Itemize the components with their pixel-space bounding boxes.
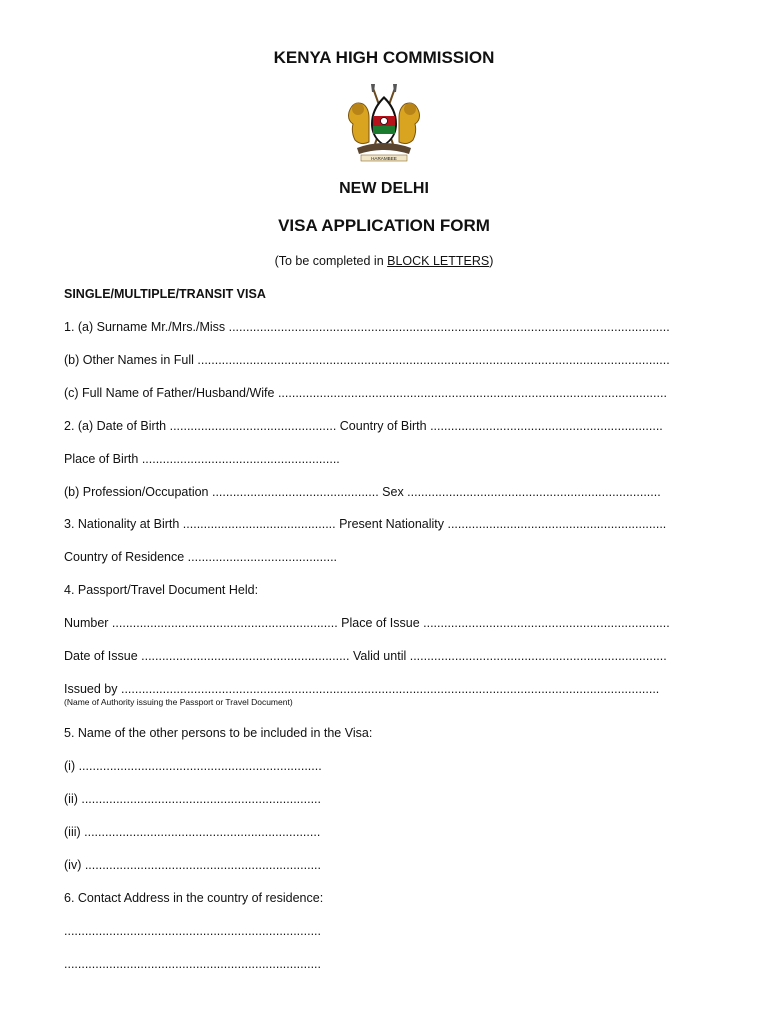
page-title: KENYA HIGH COMMISSION xyxy=(273,48,495,67)
surname-field[interactable]: 1. (a) Surname Mr./Mrs./Miss ............................................................................................................................... xyxy=(64,320,670,334)
date-of-birth-field[interactable]: 2. (a) Date of Birth ................................................ Country of Birth ................................................................... xyxy=(64,419,663,433)
person-field-4[interactable]: (iv) .................................................................... xyxy=(64,858,321,872)
instruction-prefix: (To be completed in xyxy=(274,254,388,268)
contact-address-line-1[interactable]: .......................................................................... xyxy=(64,924,321,938)
person-field-1[interactable]: (i) ...................................................................... xyxy=(64,759,322,773)
person-field-3[interactable]: (iii) .................................................................... xyxy=(64,825,321,839)
contact-address-line-2[interactable]: .......................................................................... xyxy=(64,957,321,971)
father-name-field[interactable]: (c) Full Name of Father/Husband/Wife ................................................................................................................ xyxy=(64,386,667,400)
emblem-motto: HARAMBEE xyxy=(371,155,397,161)
kenya-coat-of-arms-icon xyxy=(343,82,425,166)
city-title: NEW DELHI xyxy=(339,180,429,197)
form-title: VISA APPLICATION FORM xyxy=(278,216,490,235)
country-of-residence-field[interactable]: Country of Residence ........................................... xyxy=(64,550,338,564)
other-persons-heading: 5. Name of the other persons to be included in the Visa: xyxy=(64,726,373,740)
issued-by-field[interactable]: Issued by ........................................................................................................................................................... xyxy=(64,682,660,696)
instruction-suffix: ) xyxy=(489,254,494,268)
contact-address-heading: 6. Contact Address in the country of residence: xyxy=(64,891,324,905)
passport-number-field[interactable]: Number ................................................................. Place of Issue ....................................................................... xyxy=(64,616,670,630)
instruction-emphasis: BLOCK LETTERS xyxy=(387,254,490,268)
place-of-birth-field[interactable]: Place of Birth ......................................................... xyxy=(64,452,340,466)
profession-field[interactable]: (b) Profession/Occupation ................................................ Sex ......................................................................... xyxy=(64,485,661,499)
other-names-field[interactable]: (b) Other Names in Full ........................................................................................................................................ xyxy=(64,353,670,367)
nationality-field[interactable]: 3. Nationality at Birth ............................................ Present Nationality ............................................................... xyxy=(64,517,667,531)
passport-heading: 4. Passport/Travel Document Held: xyxy=(64,583,259,597)
person-field-2[interactable]: (ii) ..................................................................... xyxy=(64,792,321,806)
issued-by-note: (Name of Authority issuing the Passport or Travel Document) xyxy=(64,697,293,707)
date-of-issue-field[interactable]: Date of Issue ............................................................ Valid until .......................................................................... xyxy=(64,649,667,663)
completion-instruction xyxy=(0,254,768,268)
visa-type-heading: SINGLE/MULTIPLE/TRANSIT VISA xyxy=(64,287,266,301)
